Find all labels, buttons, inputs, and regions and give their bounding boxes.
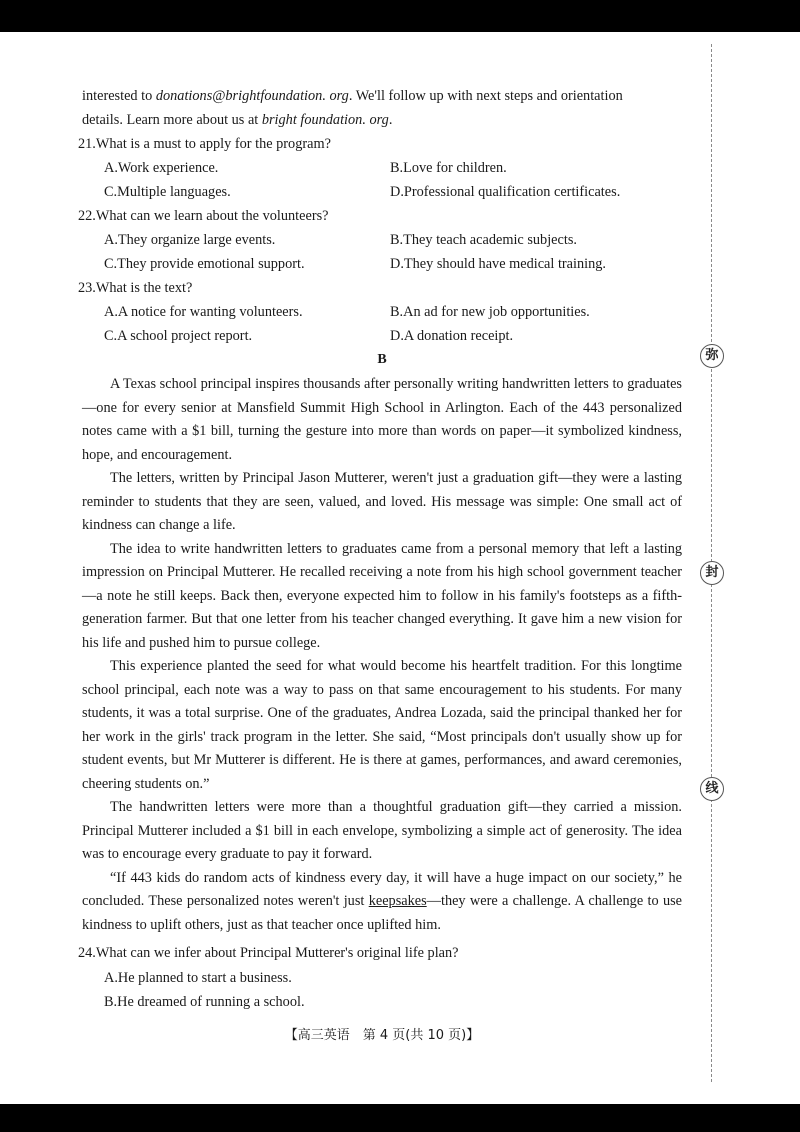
intro-line-1	[82, 88, 623, 105]
bottom-black-bar	[0, 1104, 800, 1132]
passage-paragraph-6: “If 443 kids do random acts of kindness every day, it will have a huge impact on our society,” he concluded. These personalized notes weren't just keepsakes—they were a challenge. A challenge to use kindness to uplift others, just as that teacher once uplifted him.	[82, 869, 683, 933]
question-number: 23.	[78, 280, 96, 296]
seal-mark-mi: 弥	[700, 344, 724, 368]
intro-text: . We'll follow up with next steps and orientation	[348, 88, 623, 104]
passage-paragraph-1: A Texas school principal inspires thousands after personally writing handwritten letters to graduates—one for every senior at Mansfield Summit High School in Arlington. Each of the 443 personalized notes came with a $1 bill, turning the gesture into more than words on paper—it symbolized kindness, hope, and encouragement.	[82, 376, 682, 463]
option-23-d[interactable]: D.A donation receipt.	[390, 328, 514, 344]
option-24-b[interactable]: B.He dreamed of running a school.	[104, 994, 305, 1010]
intro-text: .	[388, 112, 393, 128]
question-23	[78, 280, 192, 297]
option-22-a[interactable]: A.They organize large events.	[104, 232, 276, 248]
passage-b	[82, 373, 682, 937]
question-stem: What is the text?	[95, 280, 193, 296]
option-21-b[interactable]: B.Love for children.	[390, 160, 507, 176]
question-stem: What can we infer about Principal Mutterer's original life plan?	[95, 945, 459, 961]
question-21	[78, 136, 331, 153]
intro-line-2	[82, 112, 392, 129]
option-23-b[interactable]: B.An ad for new job opportunities.	[390, 304, 590, 320]
section-b-title: B	[377, 352, 387, 367]
option-22-b[interactable]: B.They teach academic subjects.	[390, 232, 577, 248]
option-22-d[interactable]: D.They should have medical training.	[390, 256, 606, 272]
seal-mark-xian: 线	[700, 777, 724, 801]
option-23-c[interactable]: C.A school project report.	[104, 328, 253, 344]
question-number: 22.	[78, 208, 96, 224]
question-22	[78, 208, 329, 225]
intro-text: details. Learn more about us at	[82, 112, 262, 128]
passage-paragraph-4: This experience planted the seed for what would become his heartfelt tradition. For this longtime school principal, each note was a way to pass on that same encouragement to his students. For many students, it was a total surprise. One of the graduates, Andrea Lozada, said the principal thanked her for her work in the girls' track program in the letter. She said, “Most principals don't usually show up for student events, but Mr Mutterer is different. He is there at games, performances, and award ceremonies, cheering students on.”	[82, 658, 682, 792]
email-link[interactable]: donations@brightfoundation. org	[155, 88, 349, 104]
question-number: 24.	[78, 945, 96, 961]
underlined-word-keepsakes: keepsakes	[368, 893, 427, 909]
option-22-c[interactable]: C.They provide emotional support.	[104, 256, 305, 272]
top-black-bar	[0, 0, 800, 32]
question-24	[78, 945, 459, 962]
option-23-a[interactable]: A.A notice for wanting volunteers.	[104, 304, 303, 320]
question-stem: What can we learn about the volunteers?	[95, 208, 329, 224]
option-21-a[interactable]: A.Work experience.	[104, 160, 219, 176]
option-24-a[interactable]: A.He planned to start a business.	[104, 970, 292, 986]
passage-paragraph-5: The handwritten letters were more than a thoughtful graduation gift—they carried a mission. Principal Mutterer included a $1 bill in each envelope, symbolizing a simple act of generosity. The idea was to encourage every graduate to pay it forward.	[82, 799, 682, 862]
page-footer: 【高三英语 第 4 页(共 10 页)】	[284, 1028, 480, 1043]
passage-paragraph-2: The letters, written by Principal Jason Mutterer, weren't just a graduation gift—they were a lasting reminder to students that they are seen, valued, and loved. His message was simple: One small act of kindness can change a life.	[82, 470, 682, 533]
intro-text: interested to	[82, 88, 156, 104]
seal-mark-feng: 封	[700, 561, 724, 585]
question-number: 21.	[78, 136, 96, 152]
option-21-d[interactable]: D.Professional qualification certificates.	[390, 184, 621, 200]
passage-paragraph-3: The idea to write handwritten letters to graduates came from a personal memory that left a lasting impression on Principal Mutterer. He recalled receiving a note from his high school government teacher—a note he still keeps. Back then, everyone expected him to follow in his family's footsteps as a fifth-generation farmer. But that one letter from his teacher changed everything. It gave him a new vision for his life and pushed him to pursue college.	[82, 540, 682, 651]
website-link[interactable]: bright foundation. org	[261, 112, 389, 128]
question-stem: What is a must to apply for the program?	[95, 136, 331, 152]
option-21-c[interactable]: C.Multiple languages.	[104, 184, 231, 200]
